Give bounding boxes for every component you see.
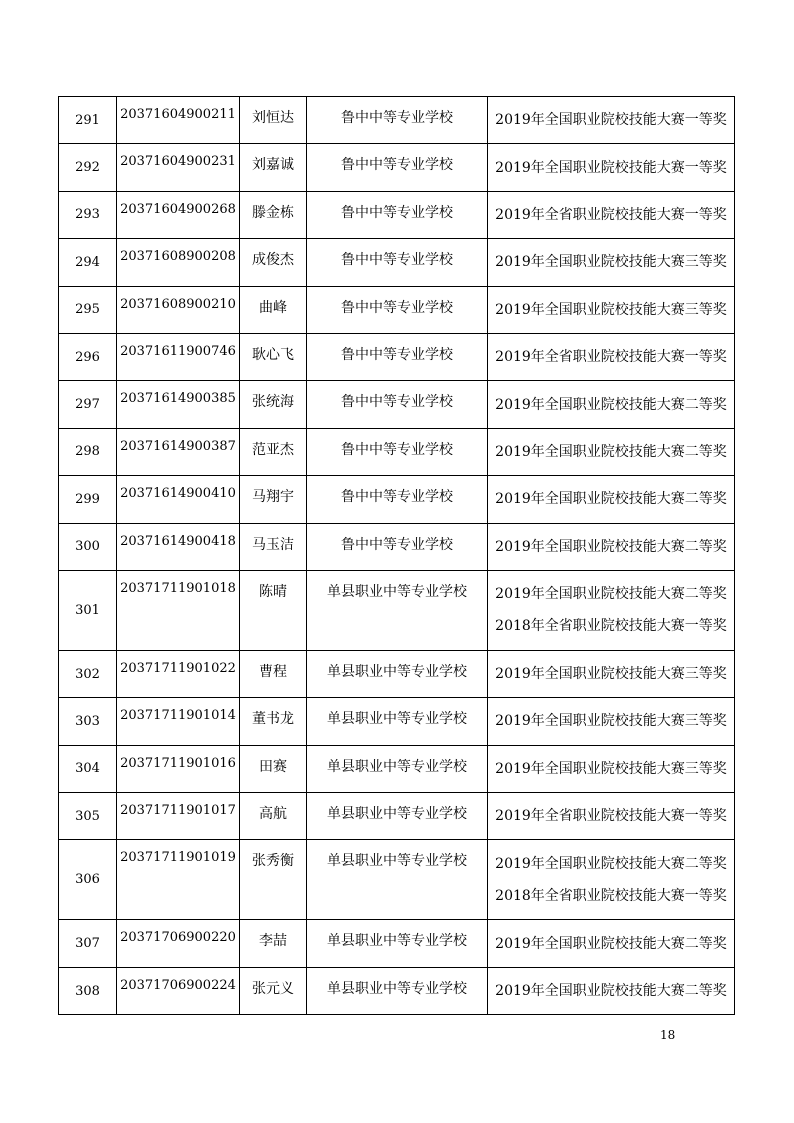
table-row: [59, 920, 735, 967]
award-line: 2019年全国职业院校技能大赛二等奖: [495, 586, 727, 603]
student-id-cell: 20371614900385: [117, 381, 240, 428]
award-cell: [488, 286, 735, 333]
row-number-cell: 298: [59, 428, 117, 475]
award-cell: [488, 698, 735, 745]
row-number-cell: 296: [59, 333, 117, 380]
student-id-cell: 20371711901017: [117, 793, 240, 840]
student-id-cell: 20371711901018: [117, 570, 240, 650]
student-name-cell: 张元义: [240, 967, 307, 1014]
student-name-cell: 范亚杰: [240, 428, 307, 475]
school-cell: 单县职业中等专业学校: [307, 745, 488, 792]
award-line: 2018年全省职业院校技能大赛一等奖: [495, 618, 727, 635]
student-name-cell: 田赛: [240, 745, 307, 792]
student-id-cell: 20371608900210: [117, 286, 240, 333]
table-row: [59, 428, 735, 475]
row-number-cell: 308: [59, 967, 117, 1014]
award-line: 2019年全国职业院校技能大赛三等奖: [495, 254, 727, 271]
award-cell: [488, 97, 735, 144]
award-line: 2019年全国职业院校技能大赛一等奖: [495, 159, 727, 176]
table-row: [59, 840, 735, 920]
student-name-cell: 耿心飞: [240, 333, 307, 380]
student-id-cell: 20371711901016: [117, 745, 240, 792]
table-row: [59, 570, 735, 650]
school-cell: 鲁中中等专业学校: [307, 239, 488, 286]
row-number-cell: 299: [59, 476, 117, 523]
student-name-cell: 高航: [240, 793, 307, 840]
award-line: 2019年全省职业院校技能大赛一等奖: [495, 808, 727, 825]
table-row: [59, 745, 735, 792]
student-id-cell: 20371706900224: [117, 967, 240, 1014]
table-row: [59, 793, 735, 840]
student-id-cell: 20371706900220: [117, 920, 240, 967]
award-cell: [488, 476, 735, 523]
award-table: [58, 96, 735, 1015]
table-row: [59, 286, 735, 333]
table-row: [59, 476, 735, 523]
award-line: 2019年全国职业院校技能大赛二等奖: [495, 443, 727, 460]
award-line: 2019年全国职业院校技能大赛二等奖: [495, 935, 727, 952]
student-id-cell: 20371614900418: [117, 523, 240, 570]
row-number-cell: 300: [59, 523, 117, 570]
school-cell: 单县职业中等专业学校: [307, 920, 488, 967]
school-cell: 鲁中中等专业学校: [307, 97, 488, 144]
student-name-cell: 滕金栋: [240, 191, 307, 238]
student-name-cell: 刘恒达: [240, 97, 307, 144]
row-number-cell: 297: [59, 381, 117, 428]
school-cell: 鲁中中等专业学校: [307, 333, 488, 380]
award-cell: [488, 840, 735, 920]
award-cell: [488, 428, 735, 475]
student-id-cell: 20371711901019: [117, 840, 240, 920]
school-cell: 鲁中中等专业学校: [307, 523, 488, 570]
student-name-cell: 成俊杰: [240, 239, 307, 286]
table-row: [59, 650, 735, 697]
school-cell: 鲁中中等专业学校: [307, 144, 488, 191]
student-name-cell: 李喆: [240, 920, 307, 967]
award-line: 2019年全国职业院校技能大赛二等奖: [495, 538, 727, 555]
award-line: 2019年全省职业院校技能大赛一等奖: [495, 206, 727, 223]
award-line: 2019年全国职业院校技能大赛三等奖: [495, 666, 727, 683]
school-cell: 鲁中中等专业学校: [307, 381, 488, 428]
row-number-cell: 305: [59, 793, 117, 840]
award-cell: [488, 381, 735, 428]
row-number-cell: 291: [59, 97, 117, 144]
award-cell: [488, 570, 735, 650]
student-name-cell: 曲峰: [240, 286, 307, 333]
award-line: 2019年全国职业院校技能大赛三等奖: [495, 301, 727, 318]
table-row: [59, 191, 735, 238]
award-cell: [488, 650, 735, 697]
award-cell: [488, 967, 735, 1014]
student-id-cell: 20371614900410: [117, 476, 240, 523]
row-number-cell: 292: [59, 144, 117, 191]
row-number-cell: 304: [59, 745, 117, 792]
award-line: 2019年全国职业院校技能大赛一等奖: [495, 112, 727, 129]
student-name-cell: 张统海: [240, 381, 307, 428]
student-id-cell: 20371611900746: [117, 333, 240, 380]
row-number-cell: 306: [59, 840, 117, 920]
school-cell: 单县职业中等专业学校: [307, 967, 488, 1014]
row-number-cell: 301: [59, 570, 117, 650]
award-cell: [488, 920, 735, 967]
student-name-cell: 马翔宇: [240, 476, 307, 523]
student-name-cell: 张秀衡: [240, 840, 307, 920]
student-id-cell: 20371711901014: [117, 698, 240, 745]
school-cell: 鲁中中等专业学校: [307, 476, 488, 523]
row-number-cell: 294: [59, 239, 117, 286]
student-id-cell: 20371604900268: [117, 191, 240, 238]
row-number-cell: 295: [59, 286, 117, 333]
award-cell: [488, 745, 735, 792]
school-cell: 单县职业中等专业学校: [307, 698, 488, 745]
school-cell: 鲁中中等专业学校: [307, 286, 488, 333]
award-line: 2019年全国职业院校技能大赛二等奖: [495, 983, 727, 1000]
student-id-cell: 20371604900231: [117, 144, 240, 191]
award-cell: [488, 523, 735, 570]
award-cell: [488, 333, 735, 380]
award-line: 2019年全国职业院校技能大赛二等奖: [495, 396, 727, 413]
award-line: 2019年全国职业院校技能大赛二等奖: [495, 491, 727, 508]
row-number-cell: 302: [59, 650, 117, 697]
table-row: [59, 698, 735, 745]
table-row: [59, 967, 735, 1014]
award-line: 2019年全省职业院校技能大赛一等奖: [495, 349, 727, 366]
table-row: [59, 333, 735, 380]
page-number: 18: [660, 1028, 676, 1042]
school-cell: 单县职业中等专业学校: [307, 840, 488, 920]
school-cell: 单县职业中等专业学校: [307, 793, 488, 840]
school-cell: 鲁中中等专业学校: [307, 428, 488, 475]
student-id-cell: 20371604900211: [117, 97, 240, 144]
table-row: [59, 144, 735, 191]
table-row: [59, 239, 735, 286]
student-name-cell: 马玉洁: [240, 523, 307, 570]
student-name-cell: 陈晴: [240, 570, 307, 650]
row-number-cell: 307: [59, 920, 117, 967]
row-number-cell: 293: [59, 191, 117, 238]
table-body: [59, 97, 735, 1015]
award-line: 2019年全国职业院校技能大赛三等奖: [495, 760, 727, 777]
award-cell: [488, 144, 735, 191]
table-row: [59, 523, 735, 570]
student-id-cell: 20371711901022: [117, 650, 240, 697]
award-line: 2019年全国职业院校技能大赛二等奖: [495, 855, 727, 872]
student-name-cell: 董书龙: [240, 698, 307, 745]
row-number-cell: 303: [59, 698, 117, 745]
award-cell: [488, 191, 735, 238]
school-cell: 单县职业中等专业学校: [307, 650, 488, 697]
award-cell: [488, 239, 735, 286]
student-id-cell: 20371614900387: [117, 428, 240, 475]
school-cell: 单县职业中等专业学校: [307, 570, 488, 650]
table-row: [59, 97, 735, 144]
table-row: [59, 381, 735, 428]
award-cell: [488, 793, 735, 840]
student-name-cell: 曹程: [240, 650, 307, 697]
student-name-cell: 刘嘉诚: [240, 144, 307, 191]
award-line: 2019年全国职业院校技能大赛三等奖: [495, 713, 727, 730]
award-line: 2018年全省职业院校技能大赛一等奖: [495, 887, 727, 904]
student-id-cell: 20371608900208: [117, 239, 240, 286]
school-cell: 鲁中中等专业学校: [307, 191, 488, 238]
